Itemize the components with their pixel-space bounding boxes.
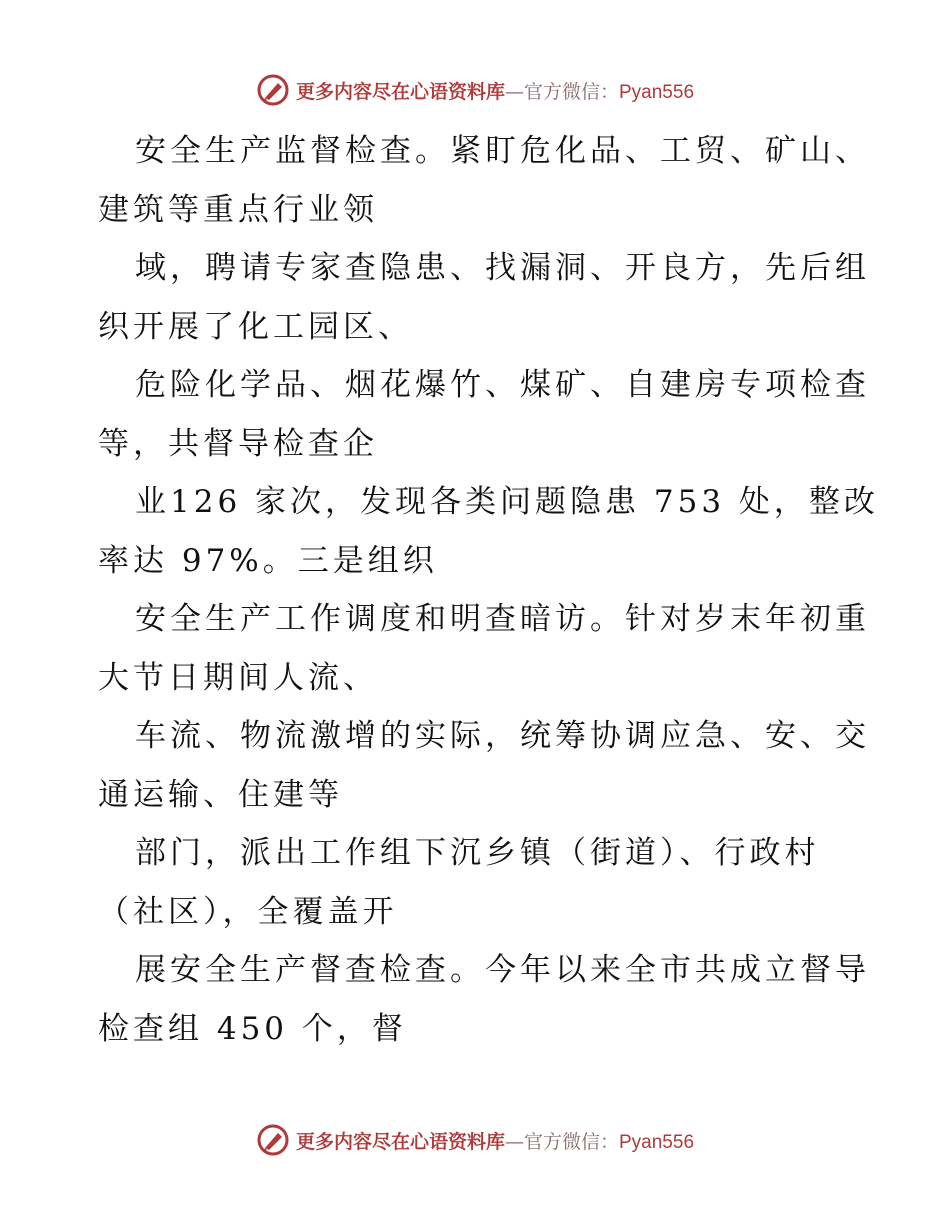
text-line: 部门，派出工作组下沉乡镇（街道）、行政村: [135, 835, 820, 871]
text-line: （社区），全覆盖开: [98, 893, 398, 930]
text-line: 安全生产监督检查。紧盯危化品、工贸、矿山、: [135, 133, 870, 169]
text-line: 通运输、住建等: [98, 776, 343, 813]
watermark-text: 更多内容尽在心语资料库—官方微信：Pyan556: [295, 80, 695, 103]
footer-watermark: [0, 1120, 950, 1160]
text-line: 等，共督导检查企: [98, 425, 378, 462]
text-line: 域，聘请专家查隐患、找漏洞、开良方，先后组: [135, 250, 870, 286]
text-line: 织开展了化工园区、: [98, 308, 413, 345]
pen-nib-logo-icon: [256, 73, 290, 107]
text-line: 展安全生产督查检查。今年以来全市共成立督导: [135, 952, 870, 988]
text-line: 车流、物流激增的实际，统筹协调应急、安、交: [135, 718, 870, 754]
text-line: 业126 家次，发现各类问题隐患 753 处，整改: [135, 484, 879, 520]
pen-nib-logo-icon: [256, 1123, 290, 1157]
text-line: 检查组 450 个，督: [98, 1010, 407, 1047]
text-line: 率达 97%。三是组织: [98, 542, 438, 579]
text-line: 建筑等重点行业领: [98, 191, 378, 228]
text-line: 安全生产工作调度和明查暗访。针对岁末年初重: [135, 601, 870, 637]
text-line: 危险化学品、烟花爆竹、煤矿、自建房专项检查: [135, 367, 870, 403]
document-body: [98, 122, 879, 1058]
text-line: 大节日期间人流、: [98, 659, 378, 696]
watermark-text: 更多内容尽在心语资料库—官方微信：Pyan556: [295, 1130, 695, 1153]
header-watermark: [0, 70, 950, 110]
